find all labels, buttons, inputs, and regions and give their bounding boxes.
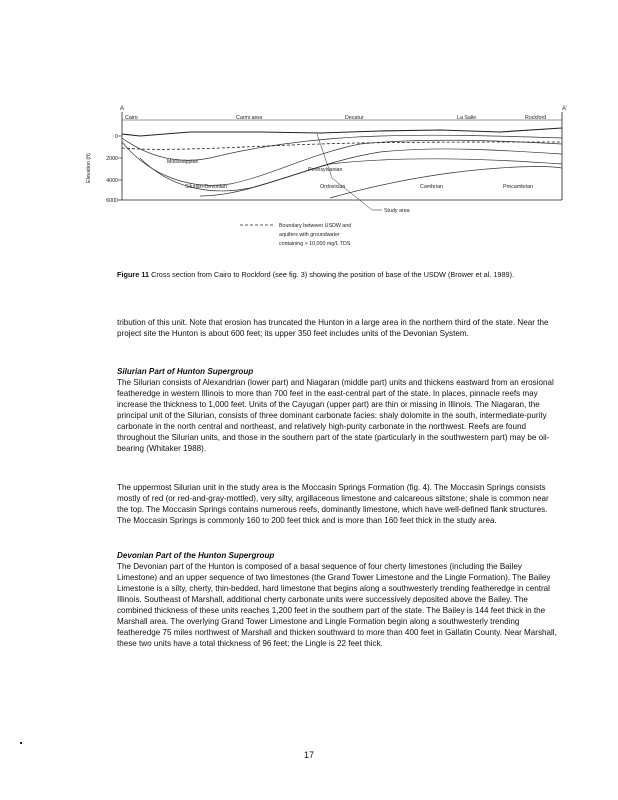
intro-paragraph: tribution of this unit. Note that erosion has truncated the Hunton in a large area in the northern third of the state. Near the project site the Hunton is about 600 feet; its upper 350 feet includes units of the Devonian System.: [117, 318, 549, 338]
y-tick-label: 2000: [106, 156, 118, 162]
unit-label: Ordovician: [320, 184, 346, 190]
section-paragraph: The Devonian part of the Hunton is composed of a basal sequence of four cherty limestones (including the Bailey Limestone) and an upper sequence of two limestones (the Grand Tower Limestone and the Lingle Formation). The Bailey Limestone is a silty, cherty, thin-bedded, hard limestone that begins along a southwesterly trending featheredge in central Illinois. Southeast of Marshall, additional cherty carbonate units were successively deposited above the Bailey. The combined thickness of these units reaches 1,200 feet in the southern part of the state. The Bailey is 144 feet thick in the Marshall area. The overlying Grand Tower Limestone and Lingle Formation begin along a southwesterly trending featheredge 75 miles northwest of Marshall and thicken southward to more than 400 feet in Gallatin County. Near Marshall, these two units have a total thickness of 96 feet; the Lingle is 22 feet thick.: [117, 562, 557, 648]
caption-text: Cross section from Cairo to Rockford (see fig. 3) showing the position of base of the USDW (Brower et al. 1989).: [151, 270, 515, 279]
margin-mark: [20, 742, 22, 744]
cross-section-diagram: [80, 98, 580, 258]
legend-text: Boundary between USDW and: [279, 223, 352, 229]
devonian-section: [117, 550, 561, 649]
city-label: Carmi area: [236, 115, 263, 121]
y-tick-label: 6000: [106, 198, 118, 204]
section-paragraph: The Silurian consists of Alexandrian (lower part) and Niagaran (middle part) units and thickens eastward from an erosional featheredge in western Illinois to more than 700 feet in the east-central part of the state. In places, pinnacle reefs may increase the thickness to 1,000 feet. Units of the Cayugan (upper part) are thin or missing in Illinois. The Niagaran, the principal unit of the Silurian, consists of three dominant carbonate facies: shaly dolomite in the south, intermediate-purity carbonate in the north central and northeast, and relatively high-purity carbonate in the northwest. Reefs are found throughout the Silurian units, and those in the southern part of the state (particularly in the southwestern part) may be oil-bearing (Whitaker 1988).: [117, 378, 554, 453]
section-start-label: A: [120, 106, 125, 112]
moccasin-springs-paragraph-block: [117, 482, 561, 526]
silurian-section: [117, 366, 561, 454]
section-heading: Devonian Part of the Hunton Supergroup: [117, 551, 275, 560]
cross-section-figure: [80, 98, 580, 258]
caption-label: Figure 11: [117, 270, 150, 279]
y-axis-label: Elevation (ft): [86, 153, 92, 183]
unit-label: Silurian-Devonian: [185, 184, 227, 190]
study-area-label: Study area: [384, 208, 410, 214]
y-tick-label: 4000: [106, 178, 118, 184]
city-label: Rockford: [525, 115, 547, 121]
section-end-label: A': [562, 106, 568, 112]
section-heading: Silurian Part of Hunton Supergroup: [117, 367, 254, 376]
section-paragraph: The uppermost Silurian unit in the study area is the Moccasin Springs Formation (fig. 4). The Moccasin Springs consists mostly of red (or red-and-gray-mottled), very silty, argillaceous limestone and calcareous siltstone; shale is common near the top. The Moccasin Springs contains numerous reefs, dominantly limestone, which have well-defined flank structures. The Moccasin Springs is commonly 160 to 200 feet thick and is more than 160 feet thick in the study area.: [117, 483, 549, 525]
y-tick-label: 0: [115, 134, 118, 140]
intro-paragraph-block: [117, 317, 561, 339]
unit-label: Cambrian: [420, 184, 443, 190]
city-label: La Salle: [457, 115, 477, 121]
page-number: 17: [303, 750, 314, 760]
city-label: Decatur: [345, 115, 364, 121]
legend-text: aquifers with groundwater: [279, 232, 340, 238]
city-label: Cairo: [125, 115, 138, 121]
legend-text: containing > 10,000 mg/L TDS: [279, 241, 351, 247]
unit-label: Mississippian: [167, 159, 199, 165]
unit-label: Pennsylvanian: [308, 167, 343, 173]
figure-caption: [117, 270, 557, 280]
unit-label: Precambrian: [503, 184, 534, 190]
